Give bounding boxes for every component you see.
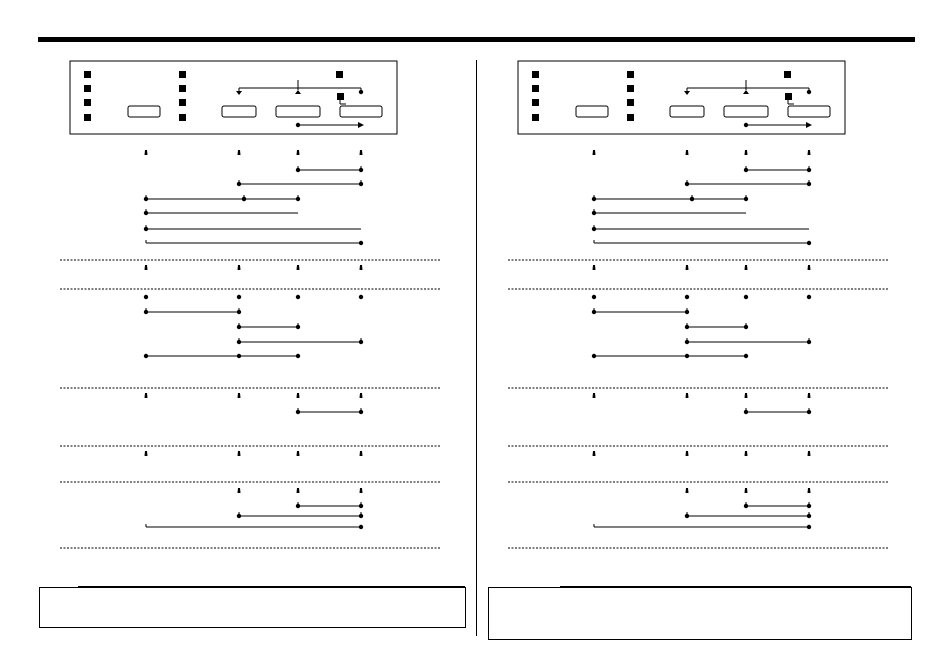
junction-dot	[744, 410, 748, 414]
junction-dot	[592, 227, 596, 231]
panel-button-outline	[724, 106, 768, 117]
indicator-square	[84, 114, 91, 121]
panel-button-outline	[670, 106, 704, 117]
terminal-tick	[808, 393, 811, 398]
arrow-right	[806, 122, 812, 128]
junction-dot	[744, 197, 748, 201]
junction-dot	[296, 504, 300, 508]
junction-dot	[744, 354, 748, 358]
junction-dot	[359, 241, 363, 245]
control-panel-frame	[518, 61, 845, 134]
junction-dot	[144, 310, 148, 314]
terminal-tick	[745, 265, 748, 270]
terminal-tick	[297, 393, 300, 398]
indicator-square	[84, 71, 91, 78]
terminal-tick	[808, 488, 811, 493]
panel-button-outline	[576, 106, 608, 117]
terminal-tick	[145, 150, 148, 155]
junction-dot	[359, 340, 363, 344]
junction-dot	[685, 514, 689, 518]
junction-dot	[296, 197, 300, 201]
junction-dot	[237, 182, 241, 186]
terminal-tick	[238, 393, 241, 398]
right-panel	[448, 0, 923, 661]
junction-dot	[690, 197, 694, 201]
junction-dot	[744, 325, 748, 329]
terminal-tick	[686, 451, 689, 456]
indicator-square	[627, 85, 634, 92]
junction-dot	[744, 504, 748, 508]
connection-diagram-right	[448, 0, 923, 661]
arrow-right	[358, 122, 364, 128]
terminal-tick	[808, 265, 811, 270]
panel-button-outline	[340, 106, 382, 117]
junction-dot	[685, 354, 689, 358]
terminal-tick	[360, 451, 363, 456]
terminal-tick	[238, 451, 241, 456]
terminal-tick	[360, 265, 363, 270]
junction-dot	[685, 340, 689, 344]
junction-dot	[685, 295, 689, 299]
junction-dot	[359, 182, 363, 186]
note-box-left	[39, 587, 466, 628]
control-panel-frame	[70, 61, 397, 134]
junction-dot	[807, 514, 811, 518]
junction-dot	[359, 514, 363, 518]
indicator-square	[784, 71, 791, 78]
junction-dot	[359, 90, 363, 94]
terminal-tick	[238, 150, 241, 155]
panel-button-outline	[276, 106, 320, 117]
terminal-tick	[745, 393, 748, 398]
terminal-tick	[145, 393, 148, 398]
junction-dot	[807, 504, 811, 508]
terminal-tick	[593, 451, 596, 456]
junction-dot	[807, 410, 811, 414]
terminal-tick	[360, 488, 363, 493]
junction-dot	[807, 295, 811, 299]
indicator-square	[337, 93, 344, 100]
terminal-tick	[686, 488, 689, 493]
junction-dot	[685, 310, 689, 314]
note-box-right	[488, 587, 912, 640]
junction-dot	[144, 211, 148, 215]
junction-dot	[807, 241, 811, 245]
panel-button-outline	[788, 106, 830, 117]
terminal-tick	[238, 265, 241, 270]
junction-dot	[807, 90, 811, 94]
terminal-tick	[745, 451, 748, 456]
junction-dot	[296, 168, 300, 172]
junction-dot	[144, 227, 148, 231]
panel-button-outline	[128, 106, 160, 117]
junction-dot	[592, 310, 596, 314]
junction-dot	[807, 340, 811, 344]
junction-dot	[296, 325, 300, 329]
terminal-tick	[297, 150, 300, 155]
junction-dot	[592, 211, 596, 215]
arrow-up	[295, 90, 301, 94]
indicator-square	[179, 114, 186, 121]
terminal-tick	[593, 265, 596, 270]
junction-dot	[592, 197, 596, 201]
terminal-tick	[745, 488, 748, 493]
terminal-tick	[745, 150, 748, 155]
junction-dot	[237, 340, 241, 344]
terminal-tick	[808, 451, 811, 456]
indicator-square	[627, 71, 634, 78]
terminal-tick	[297, 451, 300, 456]
indicator-square	[627, 99, 634, 106]
terminal-tick	[360, 150, 363, 155]
indicator-square	[532, 114, 539, 121]
junction-dot	[237, 295, 241, 299]
indicator-square	[532, 71, 539, 78]
junction-dot	[685, 325, 689, 329]
terminal-tick	[593, 393, 596, 398]
arrow-down	[236, 91, 242, 95]
terminal-tick	[360, 393, 363, 398]
junction-dot	[359, 504, 363, 508]
junction-dot	[296, 410, 300, 414]
junction-dot	[144, 295, 148, 299]
terminal-tick	[238, 488, 241, 493]
indicator-square	[785, 93, 792, 100]
indicator-square	[179, 71, 186, 78]
junction-dot	[744, 168, 748, 172]
indicator-square	[179, 99, 186, 106]
indicator-square	[532, 99, 539, 106]
junction-dot	[685, 182, 689, 186]
terminal-tick	[686, 150, 689, 155]
arrow-up	[743, 90, 749, 94]
junction-dot	[237, 514, 241, 518]
junction-dot	[144, 197, 148, 201]
indicator-square	[84, 99, 91, 106]
terminal-tick	[297, 265, 300, 270]
junction-dot	[807, 168, 811, 172]
indicator-square	[84, 85, 91, 92]
junction-dot	[242, 197, 246, 201]
junction-dot	[359, 295, 363, 299]
junction-dot	[359, 168, 363, 172]
indicator-square	[627, 114, 634, 121]
terminal-tick	[145, 451, 148, 456]
indicator-square	[179, 85, 186, 92]
junction-dot	[296, 354, 300, 358]
terminal-tick	[686, 265, 689, 270]
junction-dot	[237, 310, 241, 314]
terminal-tick	[808, 150, 811, 155]
junction-dot	[744, 295, 748, 299]
junction-dot	[592, 295, 596, 299]
junction-dot	[807, 525, 811, 529]
terminal-tick	[686, 393, 689, 398]
junction-dot	[359, 410, 363, 414]
junction-dot	[807, 182, 811, 186]
junction-dot	[296, 295, 300, 299]
junction-dot	[237, 325, 241, 329]
terminal-tick	[145, 265, 148, 270]
indicator-square	[336, 71, 343, 78]
indicator-square	[532, 85, 539, 92]
terminal-tick	[297, 488, 300, 493]
arrow-down	[684, 91, 690, 95]
junction-dot	[237, 354, 241, 358]
junction-dot	[359, 525, 363, 529]
panel-button-outline	[222, 106, 256, 117]
terminal-tick	[593, 150, 596, 155]
